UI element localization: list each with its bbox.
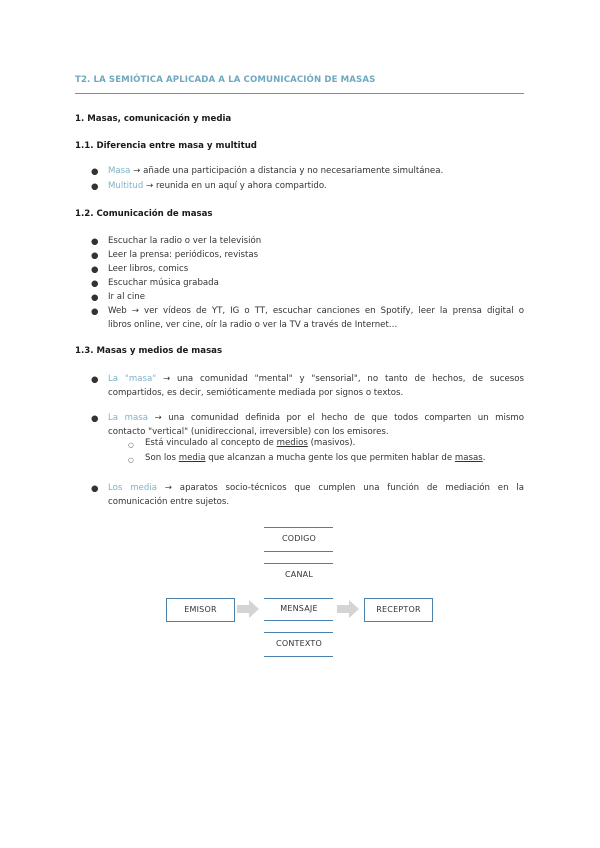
list-item: Escuchar la radio o ver la televisión xyxy=(108,236,262,246)
bullet: ● xyxy=(91,279,99,289)
term-la-masa-quoted: La "masa" xyxy=(108,374,157,384)
sub-text: . xyxy=(482,453,486,463)
diagram-receptor-box: RECEPTOR xyxy=(364,598,433,622)
definition-text: → una comunidad "mental" y "sensorial", no tanto de hechos, de sucesos xyxy=(156,374,524,384)
term-multitud: Multitud xyxy=(108,181,144,191)
definition-masa: → añade una participación a distancia y no necesariamente simultánea. xyxy=(130,166,444,176)
title-divider xyxy=(75,93,524,94)
bullet: ● xyxy=(91,307,99,317)
list-item-masa xyxy=(108,164,443,178)
list-item-la-masa-line-1 xyxy=(108,411,524,425)
underlined-term-media: media xyxy=(178,453,206,463)
diagram-emisor-box: EMISOR xyxy=(166,598,235,622)
contexto-bottom-rule xyxy=(264,656,333,657)
bullet: ● xyxy=(91,375,99,385)
section-1-1-heading: 1.1. Diferencia entre masa y multitud xyxy=(75,141,257,151)
term-masa: Masa xyxy=(108,166,131,176)
term-la-masa: La masa xyxy=(108,413,148,423)
definition-text: → una comunidad definida por el hecho de que todos comparten un mismo xyxy=(147,413,524,423)
definition-text: → aparatos socio-técnicos que cumplen una función de mediación en la xyxy=(156,483,524,493)
list-item: Ir al cine xyxy=(108,292,146,302)
bullet: ● xyxy=(91,414,99,424)
list-item-multitud xyxy=(108,179,327,193)
diagram-canal: CANAL xyxy=(285,570,313,579)
list-item: Leer libros, comics xyxy=(108,264,189,274)
sub-list-item-media xyxy=(145,453,485,463)
bullet: ● xyxy=(91,182,99,192)
canal-top-rule xyxy=(264,563,333,564)
mensaje-bottom-rule xyxy=(264,620,333,621)
list-item-web-line-2: libros online, ver cine, oír la radio o ver la TV a través de Internet… xyxy=(108,320,398,330)
list-item-la-masa-quoted-line-1 xyxy=(108,372,524,386)
list-item: Leer la prensa: periódicos, revistas xyxy=(108,250,259,260)
list-item-la-masa-line-2: contacto "vertical" (unidireccional, irreversible) con los emisores. xyxy=(108,427,389,437)
definition-multitud: → reunida en un aquí y ahora compartido. xyxy=(143,181,327,191)
sub-text: Está vinculado al concepto de xyxy=(145,438,277,448)
diagram-mensaje: MENSAJE xyxy=(280,604,318,613)
section-1-heading: 1. Masas, comunicación y media xyxy=(75,114,232,124)
document-title: T2. LA SEMIÓTICA APLICADA A LA COMUNICACIÓN DE MASAS xyxy=(75,75,376,85)
contexto-top-rule xyxy=(264,632,333,633)
sub-text: Son los xyxy=(145,453,179,463)
sub-text: que alcanzan a mucha gente los que permiten hablar de xyxy=(205,453,455,463)
underlined-term-medios: medios xyxy=(276,438,308,448)
arrow-right-icon xyxy=(337,600,359,618)
diagram-contexto: CONTEXTO xyxy=(276,639,322,648)
section-1-2-heading: 1.2. Comunicación de masas xyxy=(75,209,213,219)
bullet: ● xyxy=(91,484,99,494)
sub-list-item-medios xyxy=(145,438,355,448)
section-1-3-heading: 1.3. Masas y medios de masas xyxy=(75,346,223,356)
bullet: ● xyxy=(91,293,99,303)
list-item-los-media-line-2: comunicación entre sujetos. xyxy=(108,497,230,507)
term-los-media: Los media xyxy=(108,483,157,493)
arrow-right-icon xyxy=(237,600,259,618)
sub-bullet: ○ xyxy=(128,441,134,449)
bullet: ● xyxy=(91,265,99,275)
bullet: ● xyxy=(91,251,99,261)
list-item: Escuchar música grabada xyxy=(108,278,219,288)
sub-bullet: ○ xyxy=(128,456,134,464)
list-item-los-media-line-1 xyxy=(108,481,524,495)
codigo-top-rule xyxy=(264,527,333,528)
mensaje-top-rule xyxy=(264,598,333,599)
bullet: ● xyxy=(91,237,99,247)
list-item-la-masa-quoted-line-2: compartidos, es decir, semióticamente mediada por signos o textos. xyxy=(108,388,404,398)
sub-text: (masivos). xyxy=(307,438,356,448)
list-item-web-line-1: Web → ver vídeos de YT, IG o TT, escuchar canciones en Spotify, leer la prensa digital o xyxy=(108,306,524,316)
bullet: ● xyxy=(91,167,99,177)
underlined-term-masas: masas xyxy=(454,453,483,463)
codigo-bottom-rule xyxy=(264,551,333,552)
diagram-codigo: CODIGO xyxy=(281,534,317,543)
